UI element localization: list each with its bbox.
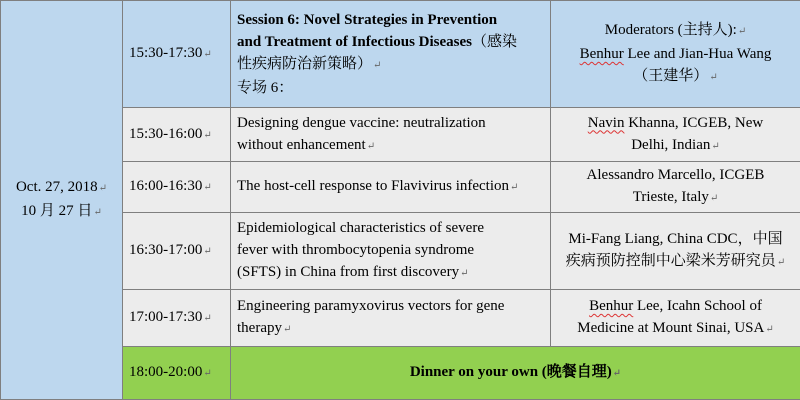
paragraph-mark-icon: ↵ (203, 129, 212, 141)
date-cell (1, 1, 123, 400)
paragraph-mark-icon: ↵ (282, 324, 292, 336)
paragraph-mark-icon: ↵ (776, 257, 786, 269)
talk-speaker: Navin Khanna, ICGEB, New Delhi, Indian↵ (551, 107, 800, 162)
talk-speaker: Alessandro Marcello, ICGEB Trieste, Italy↵ (551, 162, 800, 213)
session-title-cn: 性疾病防治新策略）↵ (237, 55, 382, 72)
session-title-line2: and Treatment of Infectious Diseases（感染 (237, 33, 518, 50)
talk-speaker: Benhur Lee, Icahn School of Medicine at Mount Sinai, USA↵ (551, 290, 800, 347)
talk-speaker: Mi-Fang Liang, China CDC，中国 疾病预防控制中心梁米芳研究员↵ (551, 213, 800, 290)
paragraph-mark-icon: ↵ (98, 183, 108, 194)
talk-time: 17:00-17:30↵ (123, 290, 231, 347)
talk-title: Designing dengue vaccine: neutralization without enhancement↵ (231, 107, 551, 162)
paragraph-mark-icon: ↵ (203, 246, 212, 258)
moderators-cn: （王建华） (633, 67, 709, 84)
date-cn: 10 月 27 日 (21, 203, 93, 219)
paragraph-mark-icon: ↵ (709, 193, 719, 205)
paragraph-mark-icon: ↵ (203, 48, 212, 60)
session-title-cell (231, 1, 551, 108)
talk-time: 16:30-17:00↵ (123, 213, 231, 290)
paragraph-mark-icon: ↵ (737, 25, 747, 37)
paragraph-mark-icon: ↵ (765, 324, 774, 336)
paragraph-mark-icon: ↵ (460, 268, 469, 280)
paragraph-mark-icon: ↵ (709, 71, 718, 83)
paragraph-mark-icon: ↵ (203, 313, 212, 325)
talk-title: The host-cell response to Flavivirus infection↵ (231, 162, 551, 213)
paragraph-mark-icon: ↵ (711, 140, 720, 152)
paragraph-mark-icon: ↵ (366, 140, 376, 152)
talk-title: Engineering paramyxovirus vectors for gene therapy↵ (231, 290, 551, 347)
talk-time: 16:00-16:30↵ (123, 162, 231, 213)
session-time: 15:30-17:30↵ (123, 1, 231, 108)
session-title-line1: Session 6: Novel Strategies in Prevention (237, 11, 498, 28)
session-row (1, 1, 800, 108)
session-subtitle-cn: 专场 6： (237, 79, 294, 96)
moderators-label: Moderators (主持人): (604, 21, 737, 38)
paragraph-mark-icon: ↵ (612, 368, 622, 380)
date-en: Oct. 27, 2018 (15, 179, 98, 195)
paragraph-mark-icon: ↵ (203, 182, 212, 194)
paragraph-mark-icon: ↵ (373, 59, 382, 71)
talk-title: Epidemiological characteristics of severe fever with thrombocytopenia syndrome (SFTS) in China from first discovery↵ (231, 213, 551, 290)
paragraph-mark-icon: ↵ (510, 182, 519, 194)
paragraph-mark-icon: ↵ (93, 207, 102, 218)
moderators-cell (551, 1, 800, 108)
dinner-title: Dinner on your own (晚餐自理)↵ (231, 347, 800, 400)
dinner-time: 18:00-20:00↵ (123, 347, 231, 400)
paragraph-mark-icon: ↵ (203, 368, 212, 380)
moderators-names: Benhur Lee and Jian-Hua Wang (579, 45, 772, 62)
talk-time: 15:30-16:00↵ (123, 107, 231, 162)
